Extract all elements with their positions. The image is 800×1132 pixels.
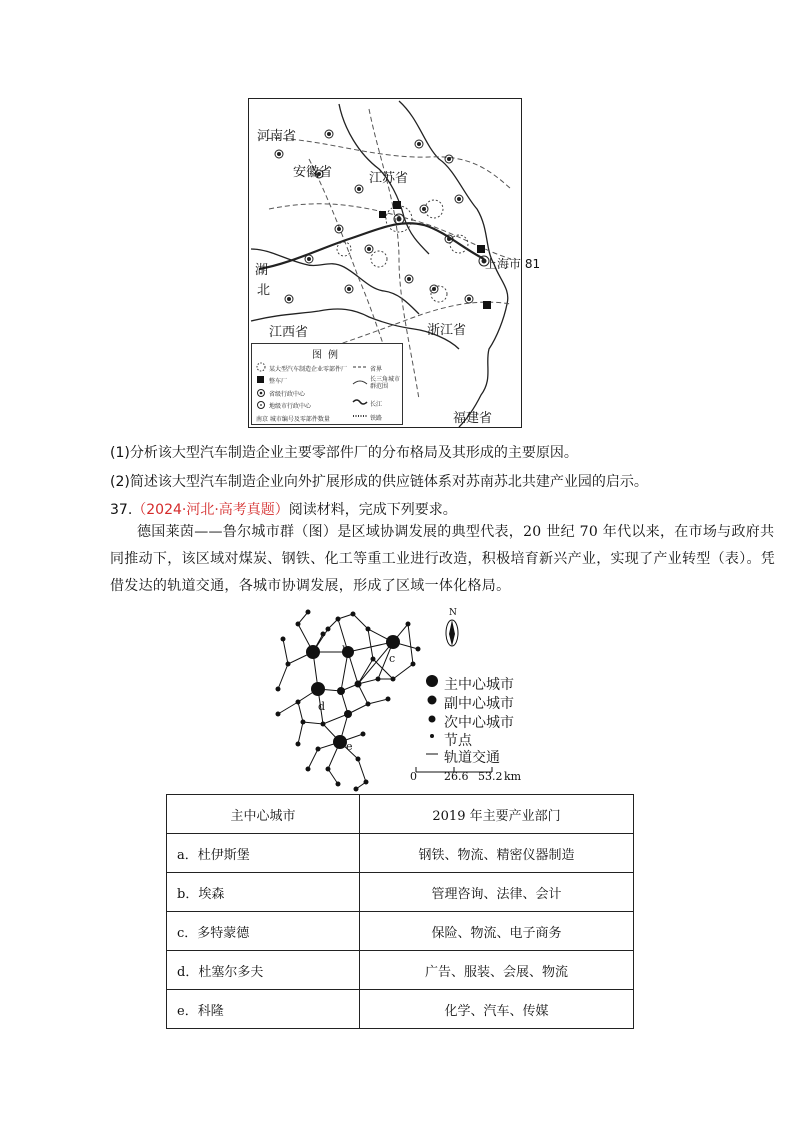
material-line-1: 德国莱茵——鲁尔城市群（图）是区域协调发展的典型代表，20 世纪 70 年代以来，在市场与政府共 xyxy=(137,524,775,540)
legend-node: 节点 xyxy=(444,733,472,749)
legend-item-province-border: 省界 xyxy=(370,366,383,373)
table-header-row xyxy=(167,795,634,834)
table-cell-industries: 钢铁、物流、精密仪器制造 xyxy=(360,834,634,873)
auto-parts-map xyxy=(248,98,541,428)
legend-item-provincial-center: 省级行政中心 xyxy=(269,391,306,398)
map-legend xyxy=(251,343,403,425)
scale-end: 53.2 xyxy=(478,770,503,783)
label-zhejiang: 浙江省 xyxy=(427,323,467,338)
legend-item-yrd-range: 长三角城市群范围 xyxy=(370,376,401,390)
question-37-number: 37. xyxy=(110,502,133,518)
question-2: (2)简述该大型汽车制造企业向外扩展形成的供应链体系对苏南苏北共建产业园的启示。 xyxy=(110,474,648,490)
legend-item-city-code: 南京 城市编号及零部件数量 xyxy=(256,416,330,423)
label-henan: 河南省 xyxy=(257,129,297,144)
city-letter-e: e xyxy=(346,740,353,753)
rhine-ruhr-network-figure xyxy=(268,604,522,794)
legend-secondary-center: 次中心城市 xyxy=(444,715,514,731)
north-label: N xyxy=(449,608,457,618)
city-letter-a: a xyxy=(308,644,315,657)
table-cell-city: c．多特蒙德 xyxy=(167,912,360,951)
scale-unit: km xyxy=(504,770,522,783)
city-letter-b: b xyxy=(342,644,350,657)
legend-symbols-right xyxy=(352,362,368,424)
question-37-instruction: 阅读材料，完成下列要求。 xyxy=(288,502,457,518)
scale-mid: 26.6 xyxy=(444,770,469,783)
label-jiangxi: 江西省 xyxy=(269,325,309,340)
table-cell-city: d．杜塞尔多夫 xyxy=(167,951,360,990)
table-cell-city: b．埃森 xyxy=(167,873,360,912)
table-row xyxy=(167,951,634,990)
table-row xyxy=(167,990,634,1029)
legend-item-yangtze: 长江 xyxy=(370,401,383,408)
scale-zero: 0 xyxy=(410,770,417,783)
network-drawing xyxy=(268,604,418,794)
label-jiangsu: 江苏省 xyxy=(369,171,409,186)
label-anhui: 安徽省 xyxy=(293,165,333,180)
question-37-source-tag: （2024·河北·高考真题） xyxy=(132,502,289,518)
table-row xyxy=(167,912,634,951)
table-cell-industries: 管理咨询、法律、会计 xyxy=(360,873,634,912)
table-row xyxy=(167,834,634,873)
legend-item-prefecture-center: 地级市行政中心 xyxy=(269,403,312,410)
question-37-heading xyxy=(110,499,457,519)
legend-item-parts-plant: 某大型汽车制造企业零部件厂 xyxy=(269,366,348,373)
legend-title: 图例 xyxy=(312,350,344,361)
header-industries: 2019 年主要产业部门 xyxy=(360,795,634,834)
north-arrow-icon xyxy=(444,618,460,648)
table-cell-industries: 化学、汽车、传媒 xyxy=(360,990,634,1029)
label-fujian: 福建省 xyxy=(453,411,493,426)
label-hubei-1: 湖 xyxy=(255,263,269,278)
header-main-city: 主中心城市 xyxy=(167,795,360,834)
table-row xyxy=(167,873,634,912)
label-shanghai: 上海市 81 xyxy=(485,257,541,271)
industry-table xyxy=(166,794,634,1029)
legend-rail: 轨道交通 xyxy=(444,750,500,766)
city-letter-d: d xyxy=(318,700,326,713)
legend-item-assembly-plant: 整车厂 xyxy=(269,378,288,385)
table-cell-city: a．杜伊斯堡 xyxy=(167,834,360,873)
legend-main-center: 主中心城市 xyxy=(444,677,514,693)
table-cell-industries: 广告、服装、会展、物流 xyxy=(360,951,634,990)
legend-item-railway: 铁路 xyxy=(370,415,383,422)
question-1: (1)分析该大型汽车制造企业主要零部件厂的分布格局及其形成的主要原因。 xyxy=(110,445,578,461)
network-legend-symbols xyxy=(424,672,440,762)
table-cell-industries: 保险、物流、电子商务 xyxy=(360,912,634,951)
material-line-2: 同推动下，该区域对煤炭、钢铁、化工等重工业进行改造，积极培育新兴产业，实现了产业转型（表）。凭 xyxy=(110,551,776,567)
material-line-3: 借发达的轨道交通，各城市协调发展，形成了区域一体化格局。 xyxy=(110,578,511,594)
table-cell-city: e．科隆 xyxy=(167,990,360,1029)
label-hubei-2: 北 xyxy=(257,283,271,298)
city-letter-c: c xyxy=(389,652,396,665)
legend-sub-center: 副中心城市 xyxy=(444,696,514,712)
